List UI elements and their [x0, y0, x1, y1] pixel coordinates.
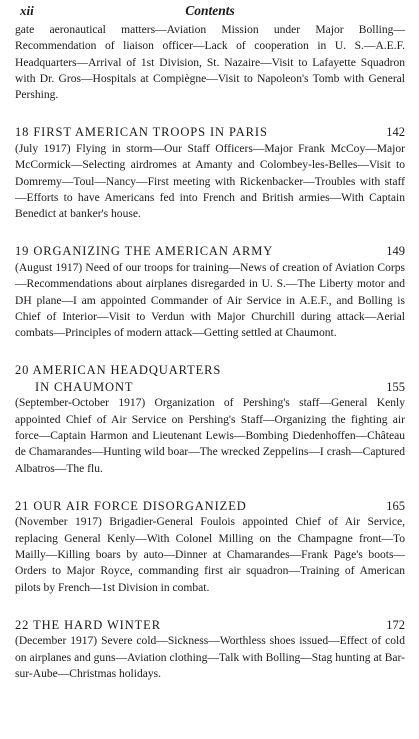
chapter-heading — [15, 498, 405, 515]
chapter-page: 155 — [386, 379, 405, 394]
chapter-page: 149 — [386, 244, 405, 259]
chapter-heading — [15, 362, 405, 395]
chapter-title: 22 THE HARD WINTER — [15, 617, 161, 632]
chapter-title-line1: 20 AMERICAN HEADQUARTERS — [15, 363, 222, 378]
chapter-heading — [15, 124, 405, 141]
chapter-entry-18 — [15, 124, 405, 222]
chapter-page: 165 — [386, 498, 405, 513]
chapter-summary: (December 1917) Severe cold—Sickness—Worthless shoes issued—Effect of cold on airplanes and guns—Aviation clothing—Talk with Bolling—Stag hunting at Bar-sur-Aube—Christmas holidays. — [15, 635, 405, 681]
chapter-summary: (August 1917) Need of our troops for training—News of creation of Aviation Corps—Recommendations about airplanes disregarded in U. S.—The Liberty motor and DH plane—I am appointed Commander of Air Service in A.E.F., and Bolling is Chief of Interior—Visit to Verdun with Major Churchill during attack—Aerial combats—Principles of modern attack—Getting settled at Chaumont. — [15, 261, 405, 340]
chapter-title: 19 ORGANIZING THE AMERICAN ARMY — [15, 244, 274, 259]
chapter-page: 142 — [386, 125, 405, 140]
chapter-title-line2: IN CHAUMONT — [35, 379, 134, 394]
chapter-heading — [15, 243, 405, 260]
chapter-page: 172 — [386, 617, 405, 632]
chapter-title: 21 OUR AIR FORCE DISORGANIZED — [15, 498, 247, 513]
chapter-title-line2-row — [15, 379, 405, 396]
intro-paragraph: gate aeronautical matters—Aviation Mission under Major Bolling—Recommendation of liaison officer—Lack of cooperation in U. S.—A.E.F. Headquarters—Arrival of 1st Division, St. Nazaire—Visit to Lafayette Squadron with Dr. Gros—Hospitals at Compiègne—Visit to Napoleon's Tomb with General Pershing. — [15, 24, 405, 102]
chapter-title: 18 FIRST AMERICAN TROOPS IN PARIS — [15, 125, 268, 140]
chapter-entry-19 — [15, 243, 405, 341]
chapter-summary: (July 1917) Flying in storm—Our Staff Officers—Major Frank McCoy—Major McCormick—Selecting airdromes at Amanty and Colombey-les-Belles—Visit to Domremy—Toul—Nancy—First meeting with Rickenbacker—Troubles with staff—Efforts to have Americans fed into French and British armies—With Captain Benedict at banker's house. — [15, 142, 405, 221]
running-title: Contents — [185, 3, 235, 18]
chapter-entry-21 — [15, 498, 405, 596]
chapter-entry-22 — [15, 617, 405, 682]
chapter-heading — [15, 617, 405, 634]
chapter-entry-20 — [15, 362, 405, 476]
chapter-summary: (September-October 1917) Organization of Pershing's staff—General Kenly appointed Chief of Air Service on Pershing's Staff—Organizing the fighting air force—Captain Harmon and Lieutenant Lewis—Bombing Diedenhoffen—Château de Chamarandes—Hunting wild boar—The wrecked Zeppelins—I crash—Captured Albatros—The flu. — [15, 397, 405, 475]
running-header — [15, 0, 405, 22]
chapter-summary: (November 1917) Brigadier-General Foulois appointed Chief of Air Service, replacing General Kenly—With Colonel Milling on the Champagne front—To Mailly—Killing boars by auto—Dinner at Chamarandes—Frank Page's boots—Orders to Major Royce, commanding first air squadron—Training of American pilots by French—1st Division in combat. — [15, 516, 405, 594]
contents-body — [15, 22, 405, 682]
page-number: xii — [20, 3, 34, 18]
